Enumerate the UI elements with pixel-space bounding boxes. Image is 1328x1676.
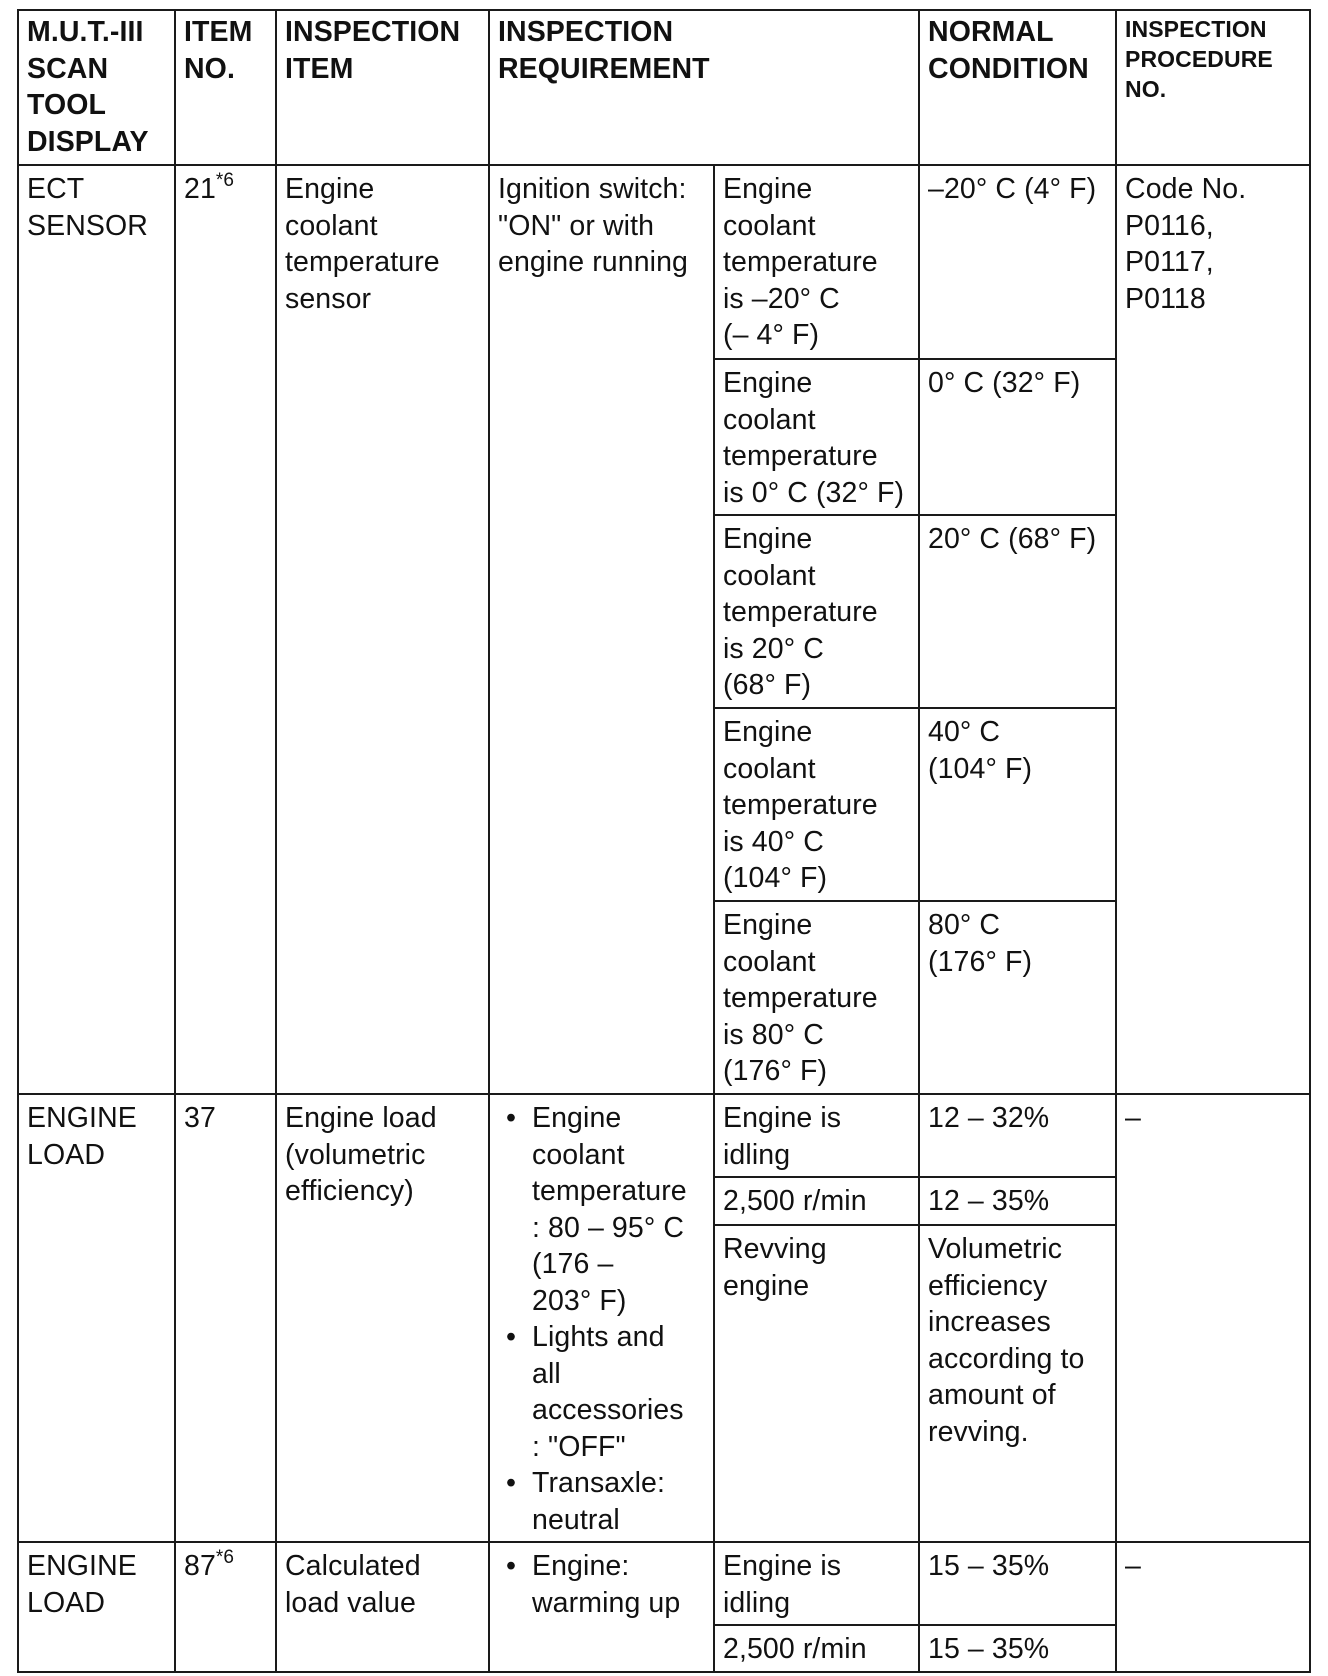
load87-condition-1: Engine is idling <box>714 1542 919 1625</box>
ect-item-no: 21$^{*6}$ <box>175 165 276 1094</box>
list-item: • Transaxle: neutral <box>498 1465 705 1538</box>
ect-normal-3: 20° C (68° F) <box>919 515 1116 708</box>
header-item-no: ITEM NO. <box>175 10 276 165</box>
load37-condition-2: 2,500 r/min <box>714 1177 919 1225</box>
load37-display: ENGINE LOAD <box>18 1094 175 1542</box>
table-row <box>18 165 1310 359</box>
table-row <box>18 1094 1310 1177</box>
ect-normal-4: 40° C (104° F) <box>919 708 1116 901</box>
load37-normal-1: 12 – 32% <box>919 1094 1116 1177</box>
load87-normal-2: 15 – 35% <box>919 1625 1116 1672</box>
load87-requirement <box>489 1542 714 1672</box>
ect-normal-5: 80° C (176° F) <box>919 901 1116 1094</box>
list-item: • Engine coolant temperature : 80 – 95° C (176 – 203° F) <box>498 1100 705 1319</box>
load87-procedure: – <box>1116 1542 1310 1672</box>
ect-procedure: Code No. P0116, P0117, P0118 <box>1116 165 1310 1094</box>
header-display: M.U.T.-III SCAN TOOL DISPLAY <box>18 10 175 165</box>
load87-item-no: 87$^{*6}$ <box>175 1542 276 1672</box>
load87-display: ENGINE LOAD <box>18 1542 175 1672</box>
ect-condition-3: Engine coolant temperature is 20° C (68° F) <box>714 515 919 708</box>
load37-procedure: – <box>1116 1094 1310 1542</box>
footnote-mark: *6 <box>215 169 235 191</box>
load87-item: Calculated load value <box>276 1542 489 1672</box>
ect-condition-1: Engine coolant temperature is –20° C (– 4° F) <box>714 165 919 359</box>
load37-item: Engine load (volumetric efficiency) <box>276 1094 489 1542</box>
header-inspection-item: INSPECTION ITEM <box>276 10 489 165</box>
ect-normal-1: –20° C (4° F) <box>919 165 1116 359</box>
load37-normal-2: 12 – 35% <box>919 1177 1116 1225</box>
load87-normal-1: 15 – 35% <box>919 1542 1116 1625</box>
load37-normal-3: Volumetric efficiency increases according to amount of revving. <box>919 1225 1116 1542</box>
load37-requirement <box>489 1094 714 1542</box>
ect-condition-4: Engine coolant temperature is 40° C (104° F) <box>714 708 919 901</box>
load37-condition-1: Engine is idling <box>714 1094 919 1177</box>
table-row <box>18 1542 1310 1625</box>
header-normal-condition: NORMAL CONDITION <box>919 10 1116 165</box>
header-procedure-no: INSPECTION PROCEDURE NO. <box>1116 10 1310 165</box>
ect-normal-2: 0° C (32° F) <box>919 359 1116 515</box>
footnote-mark: *6 <box>215 1546 235 1568</box>
ect-requirement: Ignition switch: "ON" or with engine running <box>489 165 714 1094</box>
list-item: • Lights and all accessories : "OFF" <box>498 1319 705 1465</box>
load37-item-no: 37 <box>175 1094 276 1542</box>
ect-condition-2: Engine coolant temperature is 0° C (32° F) <box>714 359 919 515</box>
inspection-table <box>17 9 1311 1673</box>
header-inspection-requirement: INSPECTION REQUIREMENT <box>489 10 919 165</box>
ect-item: Engine coolant temperature sensor <box>276 165 489 1094</box>
load87-condition-2: 2,500 r/min <box>714 1625 919 1672</box>
ect-condition-5: Engine coolant temperature is 80° C (176° F) <box>714 901 919 1094</box>
load37-condition-3: Revving engine <box>714 1225 919 1542</box>
list-item: • Engine: warming up <box>498 1548 705 1621</box>
ect-display: ECT SENSOR <box>18 165 175 1094</box>
header-row <box>18 10 1310 165</box>
